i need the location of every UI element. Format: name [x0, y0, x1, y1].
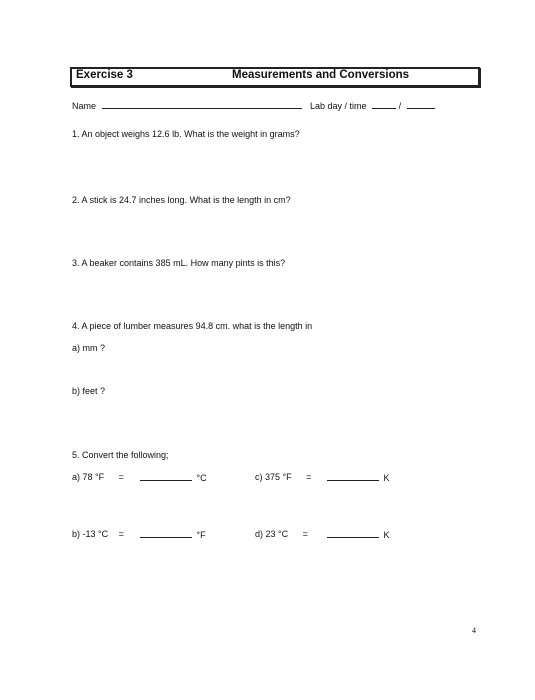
conversion-c-blank[interactable]: [327, 472, 379, 481]
question-4b: b) feet ?: [72, 386, 106, 396]
question-5: 5. Convert the following;: [72, 450, 169, 460]
conversion-b-unit: °F: [196, 530, 206, 540]
conversion-d-label: d) 23 °C: [255, 529, 289, 539]
conversion-b-blank[interactable]: [140, 529, 192, 538]
lab-line: [310, 100, 435, 111]
question-4: 4. A piece of lumber measures 94.8 cm. what is the length in: [72, 321, 313, 331]
conversion-c-answer: [327, 472, 390, 483]
conversion-b-equals: =: [118, 529, 124, 539]
question-3: 3. A beaker contains 385 mL. How many pints is this?: [72, 258, 286, 268]
conversion-a-answer: [140, 472, 207, 483]
exercise-header: [70, 67, 480, 87]
conversion-a: [72, 472, 124, 482]
conversion-b: [72, 529, 124, 539]
conversion-d-unit: K: [383, 530, 390, 540]
conversion-c-equals: =: [306, 472, 312, 482]
conversion-a-equals: =: [118, 472, 124, 482]
exercise-label: Exercise 3: [76, 69, 133, 81]
question-2: 2. A stick is 24.7 inches long. What is the length in cm?: [72, 195, 291, 205]
conversion-a-label: a) 78 °F: [72, 472, 105, 482]
conversion-b-answer: [140, 529, 206, 540]
page-number: 4: [472, 626, 476, 635]
conversion-d-blank[interactable]: [327, 529, 379, 538]
conversion-d-equals: =: [302, 529, 308, 539]
lab-label: Lab day / time: [310, 101, 367, 111]
conversion-d-answer: [327, 529, 390, 540]
conversion-a-unit: °C: [196, 473, 207, 483]
worksheet-title: Measurements and Conversions: [232, 69, 410, 81]
name-line: [72, 100, 302, 111]
conversion-c-label: c) 375 °F: [255, 472, 292, 482]
name-label: Name: [72, 101, 97, 111]
lab-slash: /: [398, 101, 402, 111]
conversion-b-label: b) -13 °C: [72, 529, 109, 539]
conversion-d: [255, 529, 308, 539]
conversion-c: [255, 472, 311, 482]
question-4a: a) mm ?: [72, 343, 106, 353]
name-blank[interactable]: [102, 100, 302, 109]
lab-time-blank[interactable]: [407, 100, 435, 109]
conversion-c-unit: K: [383, 473, 390, 483]
lab-day-blank[interactable]: [372, 100, 396, 109]
conversion-a-blank[interactable]: [140, 472, 192, 481]
question-1: 1. An object weighs 12.6 lb. What is the weight in grams?: [72, 129, 300, 139]
